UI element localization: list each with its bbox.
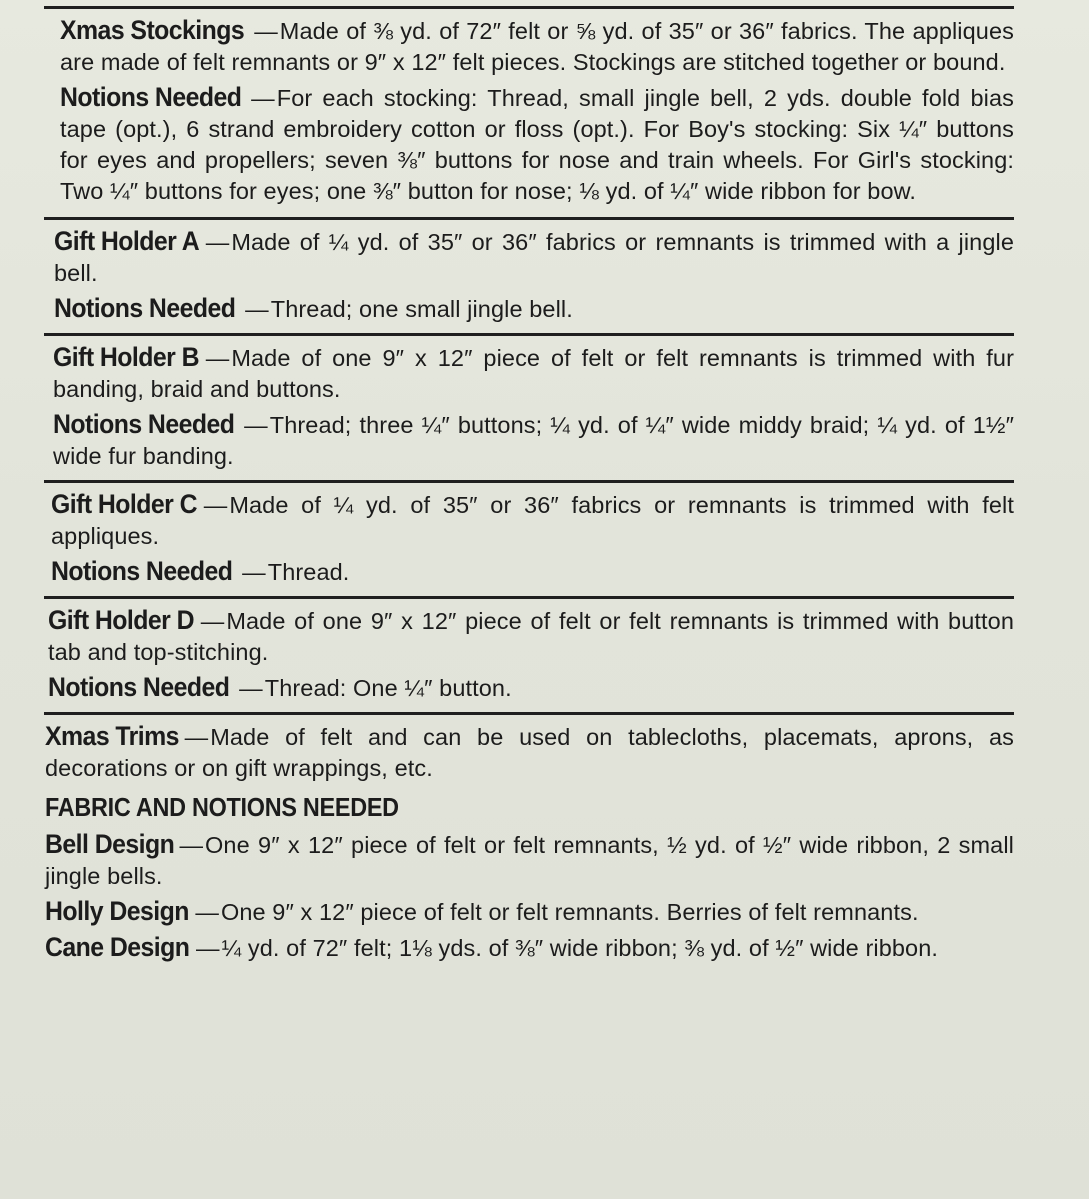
section-heading: Gift Holder B (53, 342, 200, 372)
description-text: Made of felt and can be used on tablecloths, placemats, aprons, as decorations or on gift wrappings, etc. (45, 724, 1014, 781)
em-dash: — (195, 935, 220, 961)
section-description (45, 721, 1014, 784)
section-description (60, 15, 1014, 78)
em-dash: — (254, 18, 278, 44)
em-dash: — (205, 345, 230, 371)
description-text: Made of ⅜ yd. of 72″ felt or ⅝ yd. of 35″ or 36″ fabrics. The appliques are made of felt remnants or 9″ x 12″ felt pieces. Stockings are stitched together or bound. (60, 18, 1014, 75)
em-dash: — (244, 412, 268, 438)
notions-paragraph (48, 672, 1014, 704)
section-xmas-stockings (44, 9, 1014, 217)
notions-text: Thread; one small jingle bell. (270, 296, 573, 322)
design-name: Cane Design (45, 932, 190, 962)
instruction-sheet (44, 0, 1014, 1199)
section-heading: Xmas Trims (45, 721, 179, 751)
em-dash: — (205, 229, 230, 255)
description-text: Made of ¼ yd. of 35″ or 36″ fabrics or remnants is trimmed with felt appliques. (51, 492, 1014, 549)
em-dash: — (251, 85, 275, 111)
design-text: ¼ yd. of 72″ felt; 1⅛ yds. of ⅜″ wide ribbon; ⅜ yd. of ½″ wide ribbon. (221, 935, 939, 961)
notions-paragraph (60, 82, 1014, 207)
section-description (53, 342, 1014, 405)
notions-text: For each stocking: Thread, small jingle bell, 2 yds. double fold bias tape (opt.), 6 strand embroidery cotton or floss (opt.). For Boy's stocking: Six ¼″ buttons for eyes and propellers; seven ⅜″ buttons for nose and train wheels. For Girl's stocking: Two ¼″ buttons for eyes; one ⅜″ button for nose; ⅛ yd. of ¼″ wide ribbon for bow. (60, 85, 1014, 204)
description-text: Made of one 9″ x 12″ piece of felt or felt remnants is trimmed with fur banding, braid and buttons. (53, 345, 1014, 402)
notions-paragraph (54, 293, 1014, 325)
description-text: Made of one 9″ x 12″ piece of felt or felt remnants is trimmed with button tab and top-stitching. (48, 608, 1014, 665)
design-bell (45, 829, 1014, 892)
design-holly (45, 896, 1014, 928)
design-cane (45, 932, 1014, 964)
section-gift-holder-a (44, 220, 1014, 333)
notions-text: Thread. (267, 559, 350, 585)
em-dash: — (195, 899, 219, 925)
em-dash: — (200, 608, 225, 634)
design-name: Holly Design (45, 896, 189, 926)
fabric-notions-subheading-row (45, 788, 1014, 829)
section-heading: Gift Holder D (48, 605, 195, 635)
notions-paragraph (51, 556, 1014, 588)
section-gift-holder-b (44, 336, 1014, 480)
notions-label: Notions Needed (51, 556, 233, 586)
section-gift-holder-d (44, 599, 1014, 712)
design-name: Bell Design (45, 829, 175, 859)
notions-label: Notions Needed (48, 672, 230, 702)
description-text: Made of ¼ yd. of 35″ or 36″ fabrics or remnants is trimmed with a jingle bell. (54, 229, 1014, 286)
notions-text: Thread; three ¼″ buttons; ¼ yd. of ¼″ wide middy braid; ¼ yd. of 1½″ wide fur banding. (53, 412, 1014, 469)
notions-label: Notions Needed (60, 82, 242, 112)
section-description (51, 489, 1014, 552)
section-description (48, 605, 1014, 668)
section-xmas-trims (44, 715, 1014, 974)
notions-label: Notions Needed (53, 409, 235, 439)
em-dash: — (184, 724, 209, 750)
design-text: One 9″ x 12″ piece of felt or felt remnants. Berries of felt remnants. (220, 899, 919, 925)
section-heading: Gift Holder A (54, 226, 200, 256)
notions-paragraph (53, 409, 1014, 472)
section-heading: Gift Holder C (51, 489, 198, 519)
section-description (54, 226, 1014, 289)
notions-text: Thread: One ¼″ button. (264, 675, 512, 701)
em-dash: — (239, 675, 263, 701)
em-dash: — (203, 492, 228, 518)
em-dash: — (245, 296, 269, 322)
notions-label: Notions Needed (54, 293, 236, 323)
design-text: One 9″ x 12″ piece of felt or felt remnants, ½ yd. of ½″ wide ribbon, 2 small jingle bells. (45, 832, 1014, 889)
em-dash: — (242, 559, 266, 585)
em-dash: — (179, 832, 204, 858)
section-heading: Xmas Stockings (60, 15, 245, 45)
section-gift-holder-c (44, 483, 1014, 596)
fabric-notions-subheading: FABRIC AND NOTIONS NEEDED (45, 792, 399, 822)
